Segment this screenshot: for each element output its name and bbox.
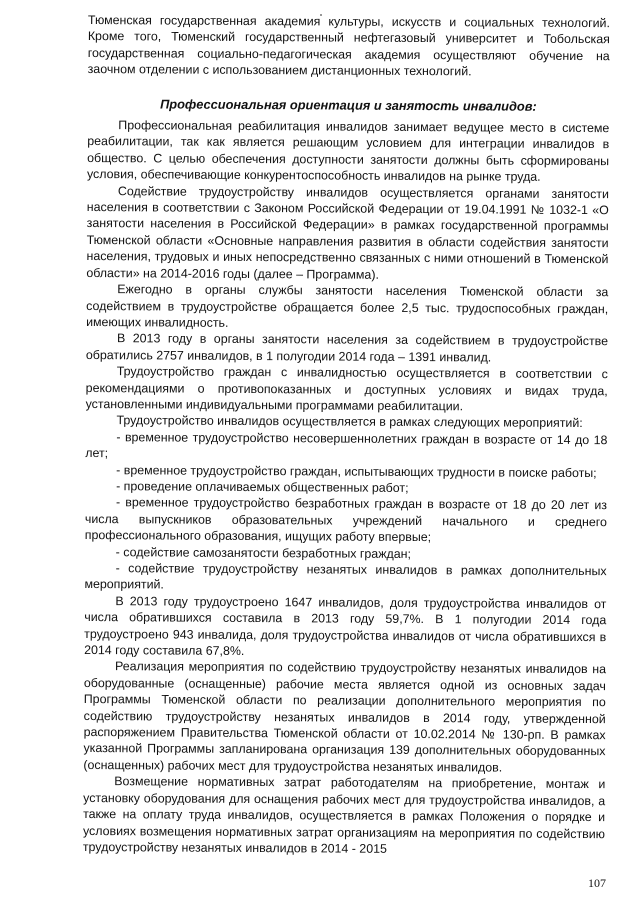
paragraph: Ежегодно в органы службы занятости населения Тюменской области за содействием в трудоустройстве обращается более 2,5 тыс. трудоспособных граждан, имеющих инвалидность. [86, 282, 609, 330]
paragraph: Трудоустройство граждан с инвалидностью осуществляется в соответствии с рекомендациями о противопоказанных и доступных условиях и видах труда, установленными индивидуальными программами реабилитации. [85, 364, 608, 414]
page-number: 107 [588, 876, 606, 890]
paragraph: Содействие трудоустройству инвалидов осуществляется органами занятости населения в соответствии с Законом Российской Федерации от 19.04.1991 № 1032-1 «О занятости населения в Российской Федерации» в рамках государственной программы Тюменской области «Основные направления развития в области содействия занятости населения, трудовых и иных непосредственно связанных с ними отношений в Тюменской области» на 2014-2016 годы (далее – Программа). [86, 183, 609, 282]
paragraph: Реализация мероприятия по содействию трудоустройству незанятых инвалидов на оборудованные (оснащенные) рабочие места является одной из основных задач Программы Тюменской области по реализации дополнительного мероприятия по содействию трудоустройству незанятых инвалидов в 2014 году, утвержденной распоряжением Правительства Тюменской области от 10.02.2014 № 130-рп. В рамках указанной Программы запланирована организация 139 дополнительных оборудованных (оснащенных) рабочих мест для трудоустройства незанятых инвалидов. [83, 659, 607, 775]
list-item: - проведение оплачиваемых общественных работ; [116, 479, 409, 495]
paragraph: Возмещение нормативных затрат работодателям на приобретение, монтаж и установку оборудования для оснащения рабочих мест для трудоустройства инвалидов, а также на оплату труда инвалидов, осуществляется в рамках Положения о порядке и условиях возмещения нормативных затрат организациям на мероприятия по содействию трудоустройству незанятых инвалидов в 2014 - 2015 [82, 774, 606, 856]
paragraph: Трудоустройство инвалидов осуществляется в рамках следующих мероприятий: [116, 413, 583, 431]
paragraph: В 2013 году в органы занятости населения за содействием в трудоустройстве обратились 2757 инвалидов, в 1 полугодии 2014 года – 1391 инвалид. [85, 331, 609, 365]
list-item: - временное трудоустройство несовершеннолетних граждан в возрасте от 14 до 18 лет; [85, 429, 608, 461]
list-item: - содействие самозанятости безработных граждан; [115, 544, 411, 561]
paragraph-continuation: Тюменская государственная академия культуры, искусств и социальных технологий. Кроме того, Тюменский государственный нефтегазовый университет и Тобольская государственная социально-педагогическая академия осуществляют обучение на заочном отделении с использованием дистанционных технологий. [87, 12, 610, 79]
paragraph: В 2013 году трудоустроено 1647 инвалидов, доля трудоустройства инвалидов от числа обратившихся составила в 2013 году 59,7%. В 1 полугодии 2014 года трудоустроено 943 инвалида, доля трудоустройства инвалидов от числа обратившихся в 2014 году составила 67,8%. [84, 593, 607, 658]
list-item: - содействие трудоустройству незанятых инвалидов в рамках дополнительных мероприятий. [84, 561, 607, 592]
list-item: - временное трудоустройство граждан, испытывающих трудности в поиске работы; [116, 462, 597, 480]
paragraph: Профессиональная реабилитация инвалидов занимает ведущее место в системе реабилитации, так как является решающим условием для интеграции инвалидов в общество. С целью обеспечения доступности занятости должны быть сформированы условия, обеспечивающие конкурентоспособность инвалидов на рынке труда. [86, 118, 610, 185]
section-heading: Профессиональная ориентация и занятость инвалидов: [160, 96, 537, 114]
list-item: - временное трудоустройство безработных граждан в возрасте от 18 до 20 лет из числа выпускников образовательных учреждений начального и среднего профессионального образования, ищущих работу впервые; [84, 495, 608, 545]
document-page [83, 12, 610, 858]
